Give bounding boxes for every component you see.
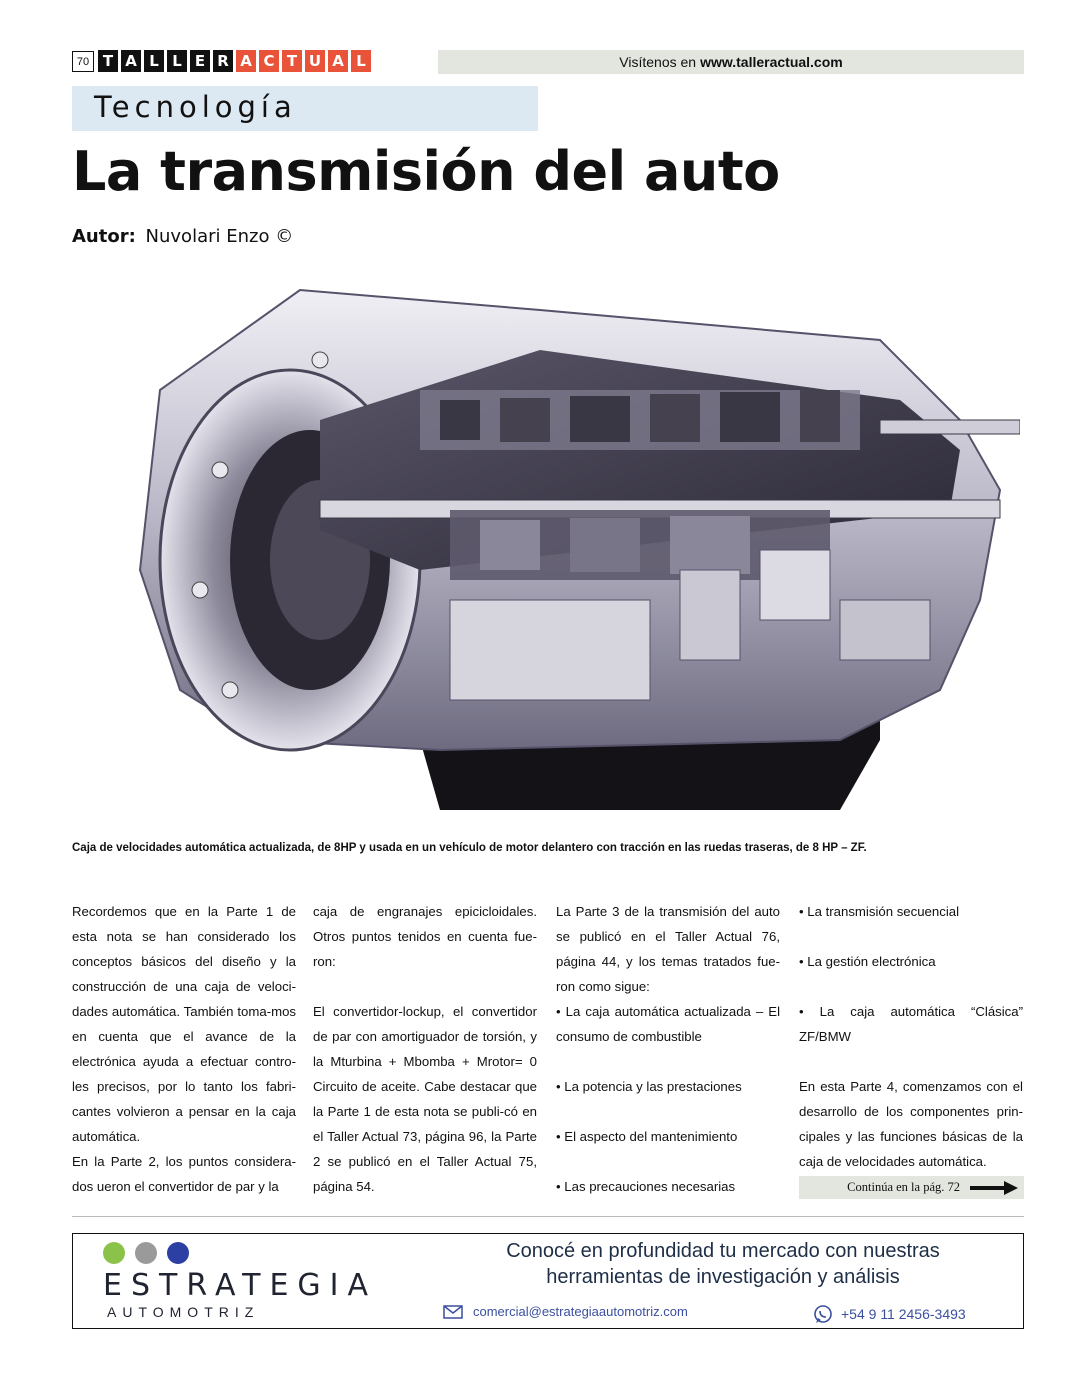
article-column-3 xyxy=(556,899,780,1199)
advertiser-subtitle: AUTOMOTRIZ xyxy=(107,1304,260,1320)
divider xyxy=(72,1216,1024,1217)
brand-letter: R xyxy=(213,50,233,72)
brand-letter: E xyxy=(190,50,210,72)
advertisement[interactable] xyxy=(72,1233,1024,1329)
visit-prefix: Visítenos en xyxy=(619,54,697,70)
author-label: Autor: xyxy=(72,226,136,247)
brand-dot xyxy=(135,1242,157,1264)
transmission-illustration xyxy=(120,270,1020,815)
continue-page: 72 xyxy=(947,1180,960,1194)
ad-email[interactable] xyxy=(443,1304,688,1319)
advertiser-name: ESTRATEGIA xyxy=(103,1268,378,1303)
bullet-item: • La gestión electrónica xyxy=(799,954,936,969)
ad-headline-line: herramientas de investigación y análisis xyxy=(546,1266,900,1288)
brand-dots xyxy=(103,1242,189,1264)
article-column-1 xyxy=(72,899,296,1199)
bullet-item: • La caja automática actualizada – El consumo de combustible xyxy=(556,1004,780,1044)
paragraph: El convertidor-lockup, el convertidor de par con amortiguador de torsión, y la Mturbina + Mbomba + Mrotor= 0 Circuito de aceite. Cabe destacar que la Parte 1 de esta nota se publi-có en el Taller Actual 73, página 96, la Parte 2 se publicó en el Taller Actual 75, página 54. xyxy=(313,1004,537,1194)
brand-letter: L xyxy=(144,50,164,72)
website-link[interactable]: www.talleractual.com xyxy=(700,54,843,70)
paragraph: Recordemos que en la Parte 1 de esta nota se han considerado los conceptos básicos del diseño y la construcción de una caja de veloci-dades automática. También toma-mos en cuenta que el avance de la electrónica ayuda a efectuar contro-les precisos, por lo tanto los fabri-cantes volvieron a pensar en la caja automática. xyxy=(72,904,296,1144)
website-bar xyxy=(438,50,1024,74)
article-title: La transmisión del auto xyxy=(72,140,780,203)
author-line xyxy=(72,226,293,247)
ad-phone[interactable] xyxy=(813,1304,966,1324)
author-name: Nuvolari Enzo © xyxy=(145,226,294,247)
ad-phone-text[interactable]: +54 9 11 2456-3493 xyxy=(841,1306,966,1322)
paragraph: En esta Parte 4, comenzamos con el desarrollo de los componentes prin-cipales y las funciones básicas de la caja de velocidades automática. xyxy=(799,1079,1023,1169)
page-number: 70 xyxy=(72,51,94,72)
bullet-item: • La transmisión secuencial xyxy=(799,904,960,919)
ad-email-text[interactable]: comercial@estrategiaautomotriz.com xyxy=(473,1304,688,1319)
section-label xyxy=(72,86,538,131)
brand-letter: T xyxy=(98,50,118,72)
brand-letter: L xyxy=(351,50,371,72)
bullet-item: • La potencia y las prestaciones xyxy=(556,1079,742,1094)
brand-dot xyxy=(167,1242,189,1264)
bullet-item: • Las precauciones necesarias xyxy=(556,1179,736,1194)
paragraph: En la Parte 2, los puntos considera-dos ueron el convertidor de par y la xyxy=(72,1154,296,1194)
brand-letter: T xyxy=(282,50,302,72)
envelope-icon xyxy=(443,1305,463,1319)
article-column-4 xyxy=(799,899,1023,1174)
brand-letter: A xyxy=(328,50,348,72)
brand-letter: C xyxy=(259,50,279,72)
article-column-2 xyxy=(313,899,537,1199)
brand-letter: U xyxy=(305,50,325,72)
whatsapp-icon xyxy=(813,1304,833,1324)
ad-headline-line: Conocé en profundidad tu mercado con nuestras xyxy=(506,1240,940,1262)
paragraph: La Parte 3 de la transmisión del auto se publicó en el Taller Actual 76, página 44, y los temas tratados fue-ron como sigue: xyxy=(556,904,780,994)
bullet-item: • El aspecto del mantenimiento xyxy=(556,1129,738,1144)
figure-caption: Caja de velocidades automática actualizada, de 8HP y usada en un vehículo de motor delantero con tracción en las ruedas traseras, de 8 HP – ZF. xyxy=(72,842,867,854)
ad-headline xyxy=(443,1238,1003,1290)
arrow-right-icon xyxy=(970,1181,1018,1195)
continue-text: Continúa en la pág. xyxy=(847,1180,945,1194)
brand-dot xyxy=(103,1242,125,1264)
brand-logo xyxy=(98,50,371,72)
brand-letter: A xyxy=(121,50,141,72)
continue-indicator xyxy=(799,1176,1024,1199)
paragraph: caja de engranajes epicicloidales. Otros puntos tenidos en cuenta fue-ron: xyxy=(313,904,537,969)
bullet-item: • La caja automática “Clásica” ZF/BMW xyxy=(799,1004,1023,1044)
brand-letter: A xyxy=(236,50,256,72)
section-name: Tecnología xyxy=(94,90,297,124)
brand-letter: L xyxy=(167,50,187,72)
